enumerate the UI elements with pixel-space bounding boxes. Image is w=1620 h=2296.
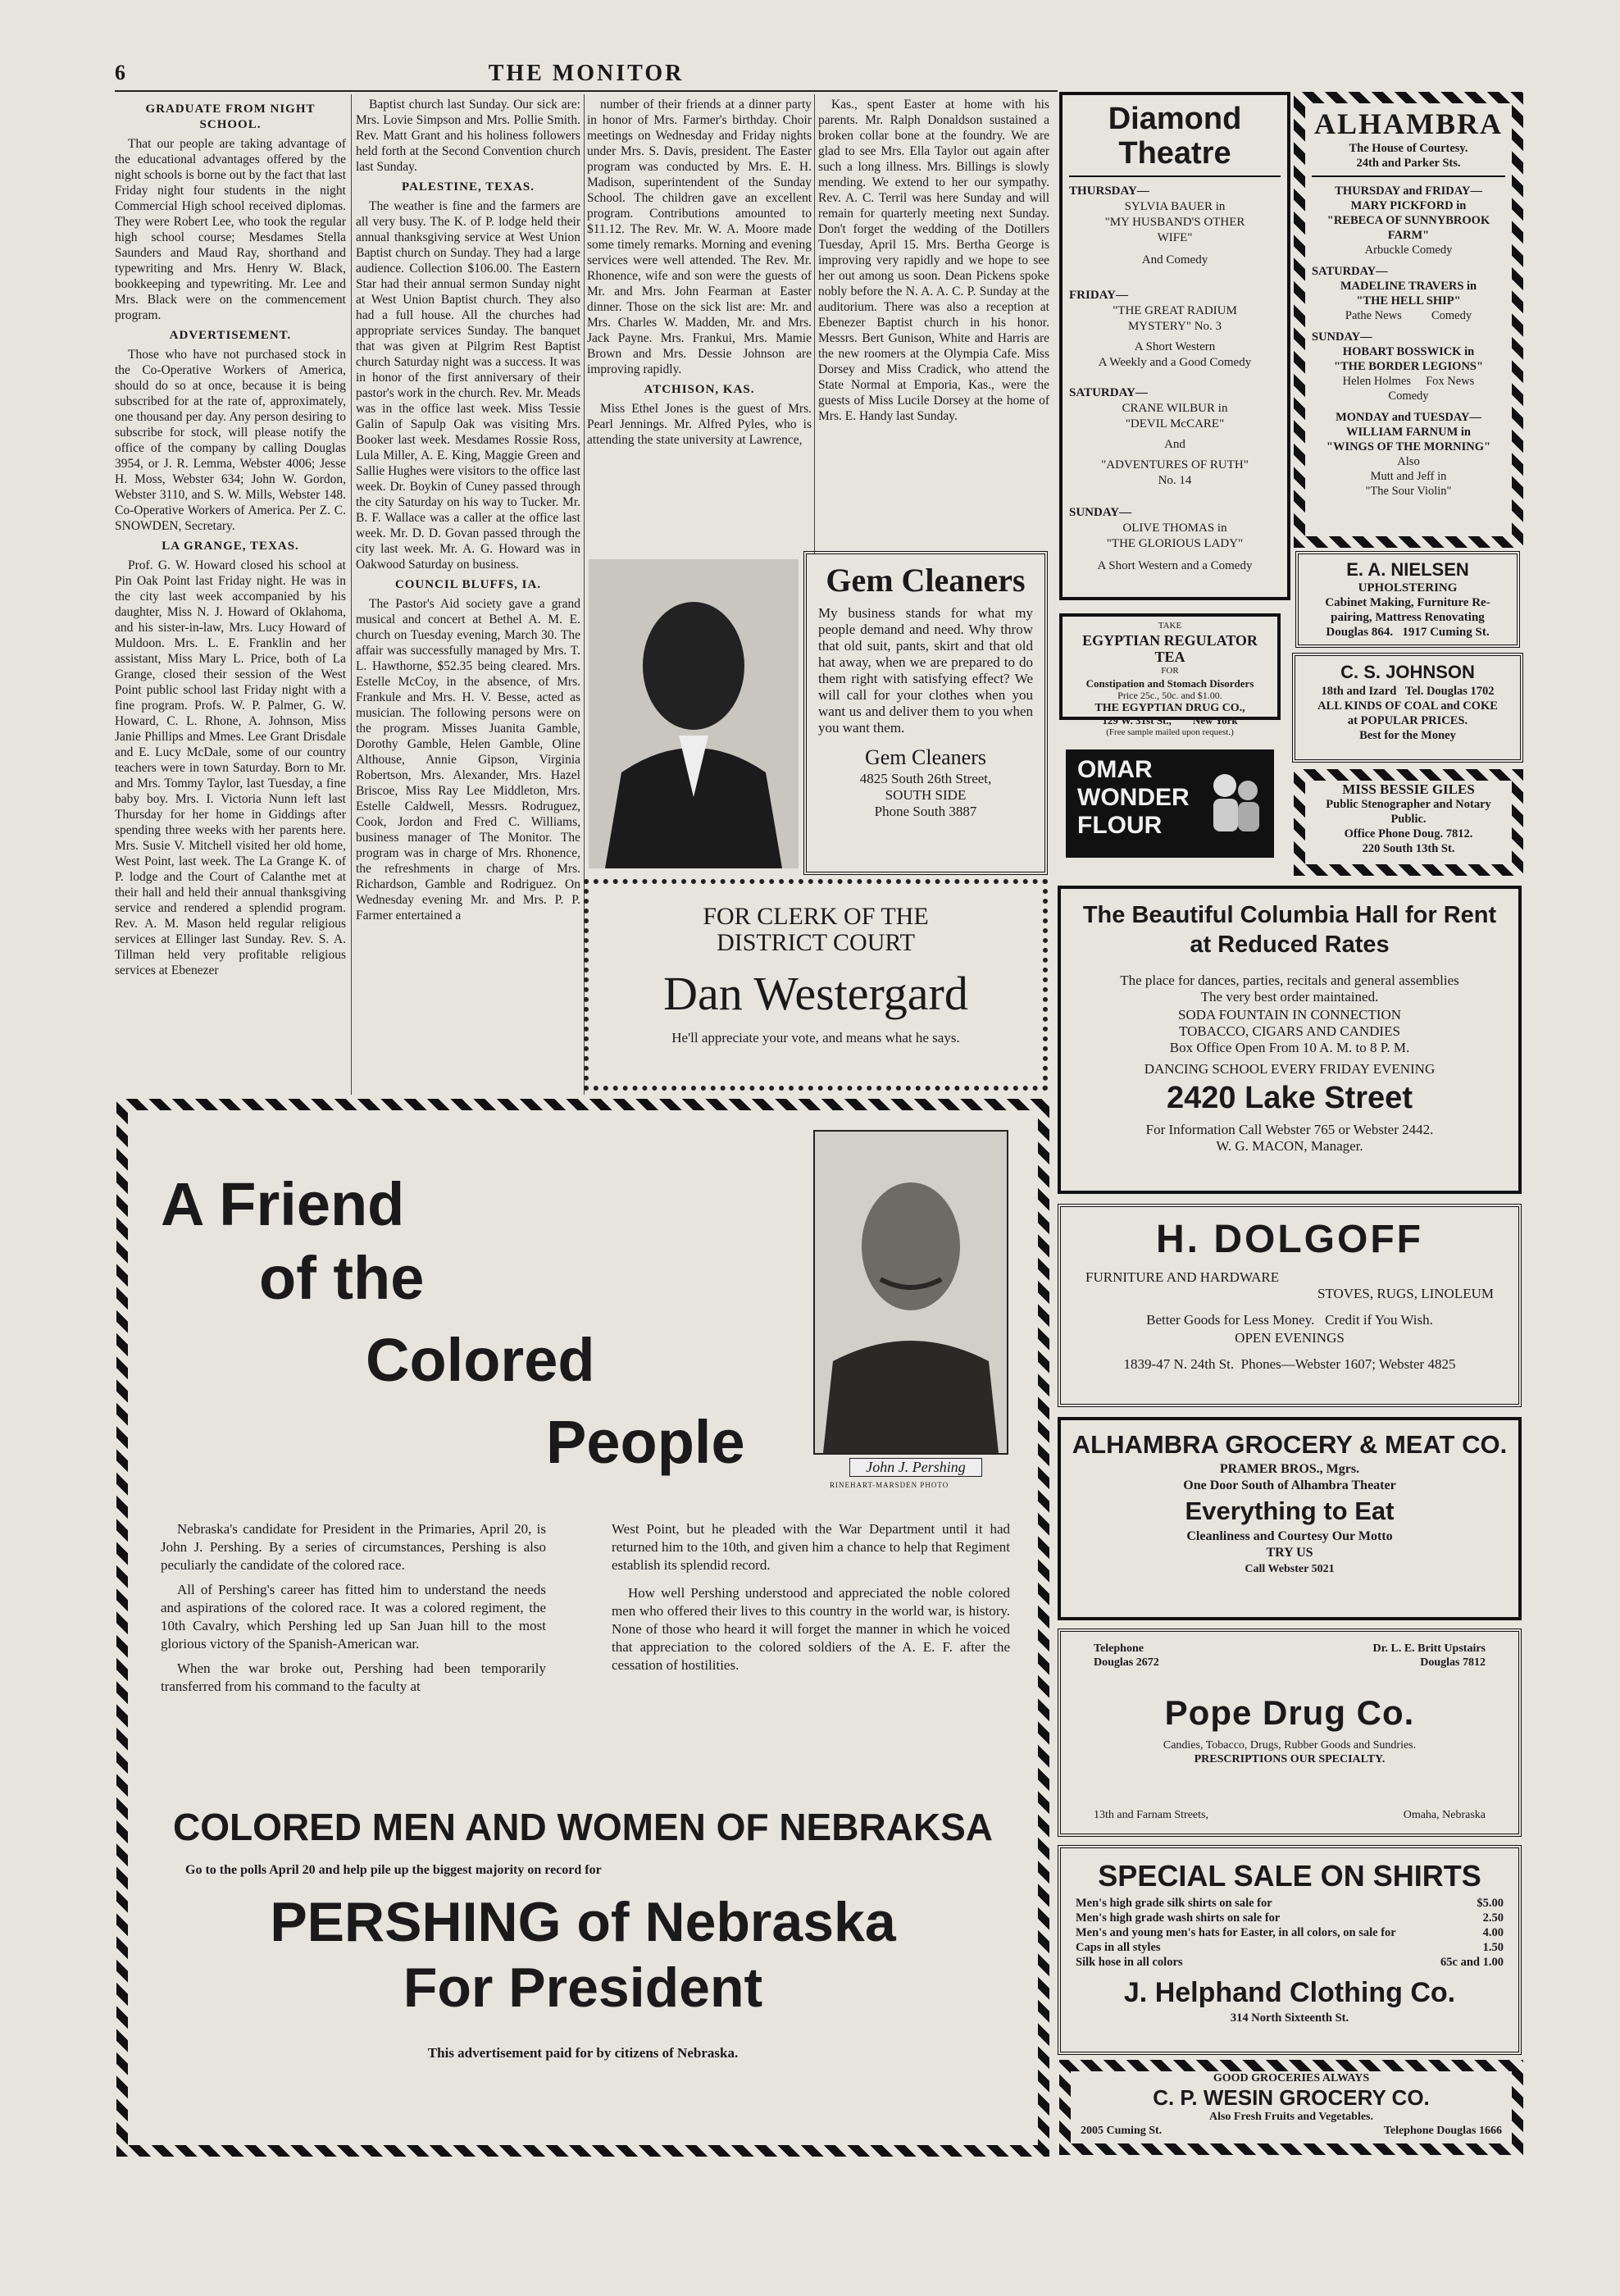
ad-address: 2005 Cuming St.: [1081, 2125, 1163, 2137]
article-text: The Pastor's Aid society gave a grand musical and concert at Bethel A. M. E. church on Tuesday evening, March 30. The affair was successfully managed by Mrs. T. L. Hawthorne, $52.35 being cleared. Mrs. Estelle McCoy, in the absence, of Mrs. Frankule and Mrs. H. V. Besse, acted as musician. The following persons were on the program. Misses Juanita Gamble, Dorothy Gamble, Helen Gamble, Oline Althouse, Annie Gipson, Virginia Robertson, Mrs. Alexander, Mrs. Hazel Briscoe, Miss Ray Lee Middleton, Mrs. Estelle Caldwell, Messrs. Rodruguez, Cook, Jordon and Fred C. Williams, business manager of The Monitor. The program was in charge of Mrs. Rhonence, the refreshments in charge of Mrs. Richardson, Gamble and Rodriguez. On Wednesday evening Mr. and Mrs. P. P. Farmer entertained a: [356, 597, 580, 922]
ad-line: WONDER: [1077, 784, 1190, 811]
headline: PALESTINE, TEXAS.: [402, 180, 535, 194]
ad-line: Douglas 864. 1917 Cuming St.: [1326, 626, 1490, 639]
ad-phone: Telephone Douglas 1666: [1383, 2125, 1502, 2137]
article-text: When the war broke out, Pershing had been temporarily transferred from his command to the faculty at: [161, 1660, 546, 1694]
column-rule: [814, 94, 815, 554]
program-line: "MY HUSBAND'S OTHER: [1104, 216, 1245, 229]
ad-address: Omaha, Nebraska: [1403, 1809, 1486, 1821]
helphand-shirts-ad: [1058, 1845, 1522, 2055]
ad-line: Telephone: [1094, 1642, 1144, 1655]
masthead-title: THE MONITOR: [488, 61, 685, 86]
program-line: A Short Western: [1134, 340, 1216, 353]
ad-headline: Colored: [366, 1326, 595, 1394]
program-line: "THE GLORIOUS LADY": [1106, 537, 1244, 550]
headline: LA GRANGE, TEXAS.: [162, 540, 299, 553]
ad-line: Go to the polls April 20 and help pile up the biggest majority on record for: [185, 1863, 602, 1877]
columbia-hall-ad: [1058, 886, 1522, 1194]
egyptian-tea-ad: [1059, 613, 1281, 737]
news-column-4: [818, 97, 1049, 552]
price-row: [1076, 1925, 1504, 1940]
ad-body: My business stands for what my people demand and need. Why throw that old suit, pants, skirt and that old hat away, when we are prepared to do them right with satisfying effect? We will call for your clothes when you want us and deliver them to you when you want them.: [818, 605, 1033, 736]
ad-headline: For President: [403, 1957, 763, 2019]
item-text: Men's high grade wash shirts on sale for: [1076, 1911, 1281, 1925]
ad-address: 13th and Farnam Streets,: [1094, 1809, 1208, 1821]
ad-headline: of the: [259, 1244, 425, 1312]
article-text: Kas., spent Easter at home with his parents. Mr. Ralph Donaldson sustained a broken collar bone at the foundry. We are glad to see Mrs. Ella Taylor out again after such a long illness. Mrs. Billings is slowly mending. We extend to her our sympathy. Rev. A. C. Terril was here Sunday and will remain for quarterly meeting next Sunday. Don't forget the wedding of the Dotillers Tuesday, April 15. Mrs. Bertha George is improving very rapidly and we hope to see her out among us soon. Dean Pickens spoke nobly before the N. A. A. C. P. Sunday at the auditorium. There was also a reception at Ebenezer Baptist church in his honor. Messrs. Bert Gunison, White and Harris are the new roomers at the Olympia Cafe. Miss Dorsey and Miss Cradick, who attend the State Normal at Emporia, Kas., were the guests of Miss Lucile Dorsey at the home of Mrs. E. Handy last Sunday.: [818, 98, 1049, 423]
article-text: number of their friends at a dinner party in honor of Mrs. Farmer's birthday. Choir meetings on Wednesday and Friday nights under Mrs. S. Davis, president. The Easter program was conducted by Mrs. E. H. Madison, superintendent of the Sunday School. The children gave an excellent program. Contributions amounted to $11.12. The Rev. Mr. W. A. Moore made some timely remarks. Morning and evening services were well attended. The Rev. Mr. Rhonence, wife and son were the guests of Mr. and Mrs. John Fearman at Easter dinner. Those on the sick list are: Mr. and Mrs. Charles W. Madden, Mr. and Mrs. Jack Payne. Mrs. Frankui, Mrs. Mamie Brown and Mrs. Dessie Johnson are improving rapidly.: [587, 98, 812, 376]
man-portrait-icon: [589, 559, 799, 868]
item-price: 2.50: [1482, 1911, 1504, 1925]
program-line: SUNDAY—: [1312, 330, 1372, 344]
article-text: Miss Ethel Jones is the guest of Mrs. Pearl Jennings. Mr. Alfred Pyles, who is attending the state university at Lawrence,: [587, 402, 812, 447]
news-column-1: [115, 97, 346, 1097]
ad-title: C. P. WESIN GROCERY CO.: [1153, 2085, 1430, 2110]
ad-headline: A Friend: [161, 1170, 405, 1238]
ad-headline: Everything to Eat: [1185, 1496, 1395, 1525]
program-line: Helen Holmes Fox News: [1342, 375, 1475, 388]
program-line: SYLVIA BAUER in: [1124, 200, 1226, 213]
pershing-text-right: [612, 1520, 1010, 1674]
program-line: A Weekly and a Good Comedy: [1098, 356, 1252, 369]
photo-credit: RINEHART-MARSDEN PHOTO: [830, 1481, 949, 1489]
program-line: Arbuckle Comedy: [1364, 244, 1453, 257]
nielsen-ad: [1295, 551, 1520, 648]
ad-line: Dr. L. E. Britt Upstairs: [1372, 1642, 1486, 1655]
item-price: 4.00: [1482, 1926, 1504, 1939]
ad-line: Box Office Open From 10 A. M. to 8 P. M.: [1169, 1040, 1410, 1055]
item-text: Silk hose in all colors: [1076, 1956, 1183, 1969]
program-line: "REBECA OF SUNNYBROOK: [1326, 214, 1490, 227]
day-label: FRIDAY—: [1069, 289, 1128, 302]
program-line: And: [1164, 438, 1185, 451]
ad-title: EGYPTIAN REGULATOR TEA: [1082, 632, 1258, 665]
ad-line: Candies, Tobacco, Drugs, Rubber Goods and Sundries.: [1163, 1739, 1417, 1752]
program-line: SATURDAY—: [1312, 265, 1388, 278]
ad-line: Better Goods for Less Money. Credit if You Wish.: [1146, 1312, 1433, 1328]
column-rule: [351, 94, 352, 1095]
ad-line: 18th and Izard Tel. Douglas 1702: [1321, 685, 1495, 698]
program-line: FARM": [1387, 229, 1430, 242]
ad-line: FOR: [1161, 666, 1179, 676]
ad-store-name: J. Helphand Clothing Co.: [1123, 1977, 1456, 2008]
item-price: 1.50: [1482, 1941, 1504, 1954]
ad-line: at POPULAR PRICES.: [1347, 714, 1468, 727]
signature: John J. Pershing: [849, 1458, 982, 1477]
program-line: MYSTERY" No. 3: [1127, 320, 1222, 333]
ad-footer: This advertisement paid for by citizens of Nebraska.: [427, 2045, 739, 2061]
ad-banner: COLORED MEN AND WOMEN OF NEBRAKSA: [172, 1806, 994, 1848]
dolgoff-ad: [1058, 1204, 1522, 1407]
ad-line: Cleanliness and Courtesy Our Motto: [1186, 1529, 1393, 1543]
giles-stenographer-ad: [1294, 769, 1523, 876]
ad-headline: People: [546, 1408, 745, 1476]
article-text: Baptist church last Sunday. Our sick are: Mrs. Lovie Simpson and Mrs. Pollie Smith. Rev. Matt Grant and his holiness followers held forth at the Second Convention church last Sunday.: [356, 98, 580, 174]
johnson-coal-ad: [1292, 653, 1523, 763]
ad-line: One Door South of Alhambra Theater: [1183, 1478, 1396, 1492]
portrait-photo: [589, 559, 799, 868]
item-price: $5.00: [1477, 1897, 1504, 1910]
ad-line: Douglas 7812: [1420, 1656, 1486, 1669]
ad-line: Price 25c., 50c. and $1.00.: [1117, 690, 1222, 701]
ad-line: STOVES, RUGS, LINOLEUM: [1317, 1286, 1494, 1301]
ad-line: 129 W. 31st St., New York: [1102, 714, 1238, 727]
ad-title: ALHAMBRA: [1314, 107, 1503, 140]
headline: COUNCIL BLUFFS, IA.: [394, 578, 542, 591]
ad-title: H. DOLGOFF: [1156, 1218, 1423, 1261]
ad-line: W. G. MACON, Manager.: [1216, 1138, 1363, 1154]
ad-line: FLOUR: [1077, 812, 1163, 839]
ad-title: Theatre: [1069, 136, 1281, 177]
program-line: Comedy: [1388, 390, 1429, 403]
alhambra-grocery-ad: [1058, 1417, 1522, 1620]
ad-line: FURNITURE AND HARDWARE: [1085, 1269, 1280, 1285]
ad-title: The Beautiful Columbia Hall for Rent: [1082, 902, 1497, 928]
candidate-name: Dan Westergard: [663, 967, 968, 1020]
program-line: CRANE WILBUR in: [1122, 402, 1228, 415]
program-line: THURSDAY and FRIDAY—: [1335, 184, 1482, 198]
ad-line: DISTRICT COURT: [717, 929, 915, 956]
program-line: MONDAY and TUESDAY—: [1336, 411, 1481, 424]
ad-address: 2420 Lake Street: [1167, 1081, 1413, 1115]
ad-subtitle: 24th and Parker Sts.: [1312, 156, 1505, 177]
ad-address: SOUTH SIDE: [885, 787, 967, 803]
program-line: WIFE": [1157, 231, 1193, 244]
ad-line: Office Phone Doug. 7812.: [1344, 827, 1473, 840]
program-line: Pathe News Comedy: [1345, 309, 1472, 322]
item-text: Caps in all styles: [1076, 1941, 1161, 1954]
ad-line: pairing, Mattress Renovating: [1331, 611, 1485, 624]
ad-line: FOR CLERK OF THE: [703, 903, 929, 930]
ad-title: Pope Drug Co.: [1164, 1693, 1415, 1732]
gem-cleaners-ad: [803, 551, 1048, 875]
ad-line: Cabinet Making, Furniture Re-: [1325, 596, 1490, 609]
program-line: "THE GREAT RADIUM: [1113, 304, 1237, 317]
item-price: 65c and 1.00: [1440, 1956, 1504, 1969]
program-line: HOBART BOSSWICK in: [1342, 345, 1475, 358]
program-line: WILLIAM FARNUM in: [1346, 426, 1471, 439]
ad-line: The very best order maintained.: [1200, 989, 1379, 1004]
ad-line: 1839-47 N. 24th St. Phones—Webster 1607; Webster 4825: [1123, 1356, 1456, 1372]
ad-line: Call Webster 5021: [1245, 1563, 1335, 1575]
ad-phone: Phone South 3887: [874, 804, 977, 819]
article-text: Those who have not purchased stock in the Co-Operative Workers of America, should do so at once, because it is being subscribed for at the rate of, approximately, one thousand per day. Any person desiring to subscribe for stock, will please notify the office of the company by calling Douglas 3954, or J. R. Lemma, Webster 4006; Jesse H. Moss, Webster 634; John W. Gordon, Webster 3110, and S. W. Mills, Webster 148. Co-Operative Workers of America. Per Z. C. SNOWDEN, Secretary.: [115, 348, 346, 533]
ad-subtitle: The House of Courtesy.: [1349, 142, 1468, 155]
ad-line: UPHOLSTERING: [1358, 581, 1458, 594]
program-line: And Comedy: [1141, 253, 1208, 266]
ad-line: TRY US: [1266, 1546, 1313, 1560]
program-line: Also: [1397, 455, 1420, 468]
headline: GRADUATE FROM NIGHT SCHOOL.: [145, 102, 316, 131]
price-row: [1076, 1940, 1504, 1955]
ad-title: E. A. NIELSEN: [1346, 559, 1469, 580]
ad-title: C. S. JOHNSON: [1340, 662, 1475, 682]
ad-line: Constipation and Stomach Disorders: [1085, 677, 1254, 690]
ad-line: SODA FOUNTAIN IN CONNECTION: [1177, 1007, 1402, 1023]
ad-line: Douglas 2672: [1094, 1656, 1159, 1669]
ad-line: DANCING SCHOOL EVERY FRIDAY EVENING: [1144, 1061, 1436, 1077]
day-label: SUNDAY—: [1069, 506, 1132, 519]
diamond-theatre-ad: [1059, 92, 1290, 600]
ad-title: ALHAMBRA GROCERY & MEAT CO.: [1072, 1430, 1508, 1459]
item-text: Men's and young men's hats for Easter, in all colors, on sale for: [1076, 1926, 1396, 1939]
ad-headline: PERSHING of Nebraska: [270, 1891, 896, 1953]
ad-line: (Free sample mailed upon request.): [1106, 727, 1234, 737]
ad-title: MISS BESSIE GILES: [1342, 781, 1475, 797]
ad-address: 314 North Sixteenth St.: [1230, 2011, 1349, 2025]
program-line: MADELINE TRAVERS in: [1340, 280, 1477, 293]
program-line: No. 14: [1158, 474, 1192, 487]
news-column-3: [587, 97, 812, 556]
ad-line: THE EGYPTIAN DRUG CO.,: [1094, 702, 1245, 714]
ad-line: PRAMER BROS., Mgrs.: [1219, 1462, 1360, 1476]
program-line: "The Sour Violin": [1365, 485, 1452, 498]
item-text: Men's high grade silk shirts on sale for: [1076, 1897, 1272, 1910]
ad-line: TOBACCO, CIGARS AND CANDIES: [1179, 1023, 1400, 1039]
ad-tagline: He'll appreciate your vote, and means what he says.: [671, 1030, 960, 1046]
price-list: [1076, 1896, 1504, 1970]
ad-line: The place for dances, parties, recitals and general assemblies: [1120, 973, 1459, 988]
ad-line: For Information Call Webster 765 or Webster 2442.: [1145, 1122, 1434, 1137]
omar-flour-ad: [1066, 749, 1274, 858]
ad-title: Diamond: [1108, 102, 1242, 136]
ad-line: TAKE: [1158, 621, 1182, 631]
article-text: West Point, but he pleaded with the War Department until it had returned him to the 10th, and given him a chance to help that Regiment establish its splendid record.: [612, 1521, 1010, 1573]
ad-line: OMAR: [1077, 756, 1153, 783]
pope-drug-ad: [1058, 1629, 1522, 1837]
wesin-grocery-ad: [1059, 2060, 1523, 2155]
program-line: "ADVENTURES OF RUTH": [1101, 458, 1249, 472]
ad-title: Gem Cleaners: [826, 562, 1026, 599]
news-column-2: [356, 97, 580, 1097]
ad-line: Also Fresh Fruits and Vegetables.: [1208, 2111, 1374, 2123]
price-row: [1076, 1896, 1504, 1911]
program-line: MARY PICKFORD in: [1350, 199, 1467, 212]
program-line: OLIVE THOMAS in: [1122, 522, 1227, 535]
ad-line: ALL KINDS OF COAL and COKE: [1317, 699, 1498, 713]
ad-line: Public.: [1390, 813, 1427, 826]
ad-line: 220 South 13th St.: [1362, 842, 1455, 855]
ad-line: Public Stenographer and Notary: [1326, 798, 1491, 811]
article-text: Nebraska's candidate for President in the Primaries, April 20, is John J. Pershing. By a series of circumstances, Pershing is also peculiarly the candidate of the colored race.: [161, 1521, 546, 1573]
program-line: "WINGS OF THE MORNING": [1326, 440, 1491, 453]
program-line: "THE BORDER LEGIONS": [1333, 360, 1484, 373]
alhambra-theatre-ad: [1294, 92, 1523, 548]
ad-name: Gem Cleaners: [864, 745, 986, 769]
ad-line: GOOD GROCERIES ALWAYS: [1213, 2072, 1370, 2084]
day-label: THURSDAY—: [1069, 184, 1149, 198]
price-row: [1076, 1955, 1504, 1970]
day-label: SATURDAY—: [1069, 386, 1148, 399]
ad-title: SPECIAL SALE ON SHIRTS: [1098, 1859, 1481, 1893]
article-text: All of Pershing's career has fitted him to understand the needs and aspirations of the colored race. It was a colored regiment, the 10th Cavalry, which Pershing led up San Juan hill to the most glorious victory of the Spanish-American war.: [161, 1582, 546, 1651]
program-line: Mutt and Jeff in: [1370, 470, 1447, 483]
price-row: [1076, 1911, 1504, 1925]
article-text: That our people are taking advantage of the educational advantages offered by the night schools is borne out by the fact that last Friday night four students in the night Commercial High school received diplomas. They were Robert Lee, who took the regular high school course; Mesdames Stella Saunders and Maud Ray, shorthand and typewriting and Mrs. Henry W. Black, bookkeeping and typewriting. Mr. Lee and Mrs. Black were on the commencement program.: [115, 137, 346, 322]
ad-line: PRESCRIPTIONS OUR SPECIALTY.: [1194, 1753, 1386, 1765]
pershing-portrait: [813, 1130, 1008, 1455]
pershing-text-left: [161, 1520, 546, 1696]
page-header: [115, 57, 1058, 92]
page-number: 6: [115, 61, 125, 84]
program-line: A Short Western and a Comedy: [1097, 559, 1253, 572]
clerk-ad: [584, 879, 1048, 1091]
ad-address: 4825 South 26th Street,: [859, 771, 992, 786]
ad-line: OPEN EVENINGS: [1235, 1330, 1345, 1346]
article-text: The weather is fine and the farmers are all very busy. The K. of P. lodge held their annual thanksgiving service at West Union Baptist church on Sunday. They had a large audience. Collection $106.00. The Eastern Star had their annual sermon Sunday night at West Union Baptist church. They also had a full house. All the churches had appropriate services Sunday. The banquet that was given at Pilgrim Rest Baptist church Saturday night was a success. It was in honor of the first anniversary of their pastor's work in the church. Rev. Mr. Meads was in the office last week. Miss Tessie Galin of Sapulp Oak was visiting Mrs. Booker last week. Mesdames Rossie Ross, Lula Miller, A. E. King, Maggie Green and Sallie Hughes were visitors to the office last week. Dr. Boykin of Cuney passed through the city Saturday on his way to Tucker. Mr. B. F. Wallace was a caller at the office last week. Mr. D. D. Govan passed through the city last week. Mr. A. G. Howard was in Oakwood Saturday on business.: [356, 199, 580, 572]
program-line: "THE HELL SHIP": [1356, 294, 1461, 308]
headline: ADVERTISEMENT.: [169, 329, 292, 342]
ad-line: Best for the Money: [1359, 729, 1456, 742]
children-illustration-icon: [1202, 766, 1267, 840]
headline: ATCHISON, KAS.: [644, 383, 755, 396]
ad-title: at Reduced Rates: [1190, 932, 1390, 958]
general-portrait-icon: [815, 1132, 1007, 1453]
article-text: Prof. G. W. Howard closed his school at Pin Oak Point last Friday night. He was in the city last week accompanied by his daughter, Miss N. J. Howard of Oklahoma, and his sister-in-law, Mrs. Lucy Howard of Muldoon. Mrs. L. E. Franklin and her assistant, Miss Mary L. Price, both of La Grange, closed their session of the West Point public school last Friday night with a fine program. Profs. W. P. Palmer, G. W. Howard, C. L. Rhone, A. Johnson, Miss Janie Phillips and Mmes. Lee Grant Drisdale and E. Lucy McDale, some of our country teachers were in town Saturday. Born to Mr. and Mrs. Tommy Taylor, last Tuesday, a fine baby boy. Mrs. I. Victoria Nunn left last Thursday for her home in Giddings after spending three weeks with her parents here. Mrs. Susie V. Mitchell visited her old home, West Point, last week. The La Grange K. of P. lodge and the Court of Calanthe met at their hall and held their annual thanksgiving service and rendered a splendid program. Rev. A. M. Mason held regular religious services at Ellinger last Sunday. Rev. S. A. Tillman held very profitable religious services at Ebenezer: [115, 558, 346, 977]
article-text: How well Pershing understood and appreciated the noble colored men who offered their lives to this country in the world war, is history. None of those who heard it will forget the manner in which he voiced that appreciation to the colored soldiers of the A. E. F. after the cessation of hostilities.: [612, 1585, 1010, 1673]
pershing-ad: [116, 1099, 1049, 2157]
program-line: "DEVIL McCARE": [1125, 417, 1225, 430]
